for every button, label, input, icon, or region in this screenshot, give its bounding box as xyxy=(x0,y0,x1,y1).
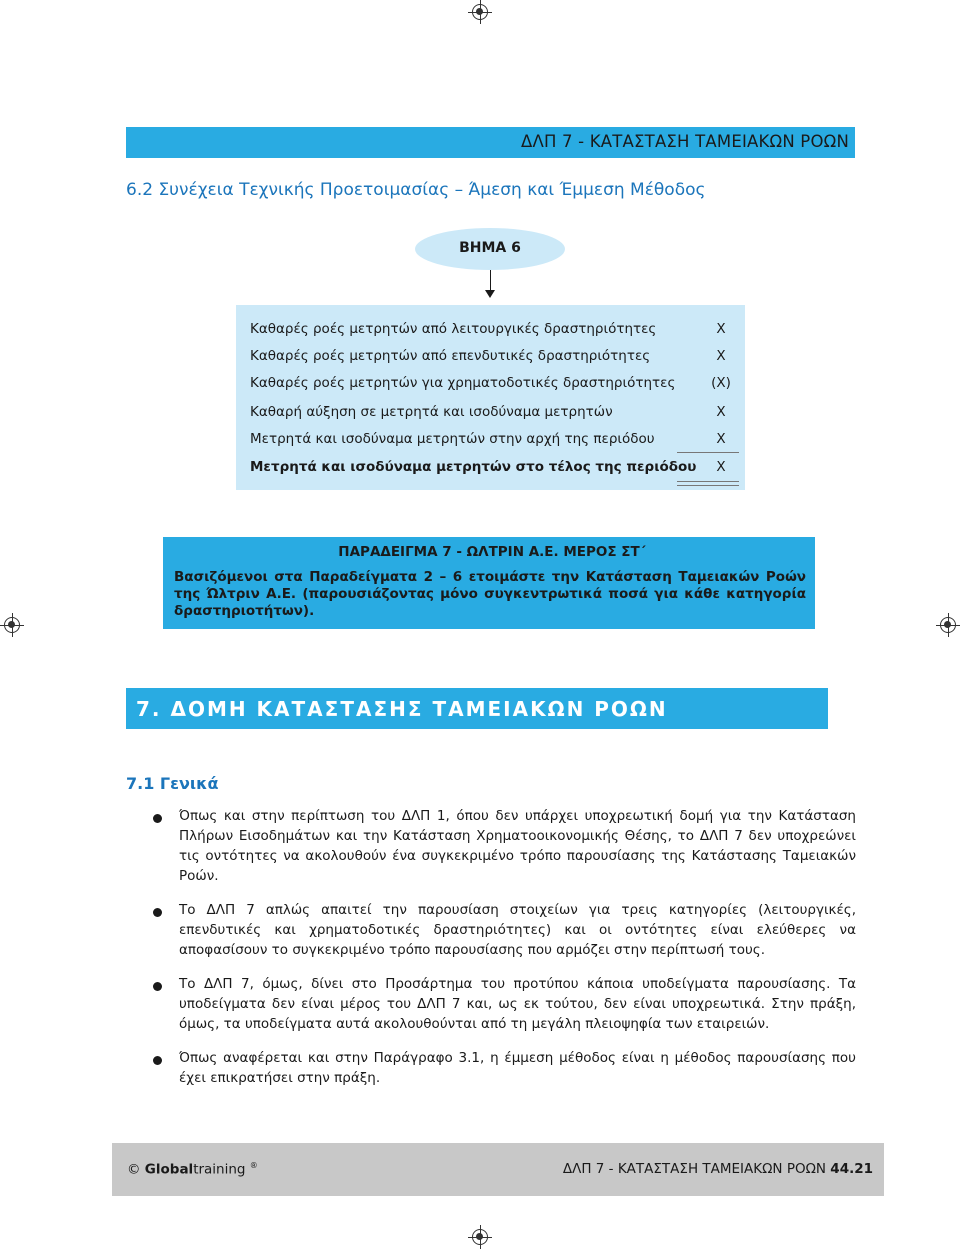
bullet-icon xyxy=(153,814,162,823)
row-value: Χ xyxy=(716,348,726,364)
cash-flow-row xyxy=(250,431,740,453)
step-label: ΒΗΜΑ 6 xyxy=(459,240,521,256)
subsection-7-1-title: 7.1 Γενικά xyxy=(126,774,219,793)
total-double-rule xyxy=(677,481,739,486)
list-item xyxy=(150,900,856,960)
brand-bold: Global xyxy=(144,1161,194,1178)
row-value: Χ xyxy=(716,459,726,475)
footer-title: ΔΛΠ 7 - ΚΑΤΑΣΤΑΣΗ ΤΑΜΕΙΑΚΩΝ ΡΟΩΝ xyxy=(562,1161,826,1177)
footer-brand xyxy=(127,1161,258,1178)
example-title: ΠΑΡΑΔΕΙΓΜΑ 7 - ΩΛΤΡΙΝ Α.Ε. ΜΕΡΟΣ ΣΤ΄ xyxy=(338,544,646,560)
registration-mark-top-icon xyxy=(472,4,488,20)
row-value: Χ xyxy=(716,404,726,420)
row-label: Καθαρές ροές μετρητών από επενδυτικές δραστηριότητες xyxy=(250,348,651,364)
row-label: Μετρητά και ισοδύναμα μετρητών στην αρχή της περιόδου xyxy=(250,431,655,447)
bullet-text: Όπως αναφέρεται και στην Παράγραφο 3.1, η έμμεση μέθοδος είναι η μέθοδος παρουσίασης που έχει επικρατήσει στην πράξη. xyxy=(179,1050,856,1086)
row-value: Χ xyxy=(716,321,726,337)
row-value: (Χ) xyxy=(711,375,731,391)
registration-mark-right-icon xyxy=(940,617,956,633)
header-bar xyxy=(126,127,855,158)
example-box xyxy=(163,537,815,629)
row-value: Χ xyxy=(716,431,726,447)
section-7-title: 7. ΔΟΜΗ ΚΑΤΑΣΤΑΣΗΣ ΤΑΜΕΙΑΚΩΝ ΡΟΩΝ xyxy=(136,697,668,721)
row-label: Μετρητά και ισοδύναμα μετρητών στο τέλος της περιόδου xyxy=(250,459,697,475)
example-text: Βασιζόμενοι στα Παραδείγματα 2 – 6 ετοιμάστε την Κατάσταση Ταμειακών Ροών της Ώλτριν Α.Ε. (παρουσιάζοντας μόνο συγκεντρωτικά ποσά για κάθε κατηγορία δραστηριοτήτων). xyxy=(174,569,806,619)
copyright-icon: © xyxy=(127,1161,141,1178)
step-oval xyxy=(415,228,565,270)
registration-mark-left-icon xyxy=(4,617,20,633)
cash-flow-row xyxy=(250,375,740,397)
bullet-list xyxy=(150,806,856,1088)
list-item xyxy=(150,974,856,1034)
bullet-icon xyxy=(153,908,162,917)
list-item xyxy=(150,1048,856,1088)
registered-icon: ® xyxy=(249,1161,258,1170)
header-title: ΔΛΠ 7 - ΚΑΤΑΣΤΑΣΗ ΤΑΜΕΙΑΚΩΝ ΡΟΩΝ xyxy=(521,132,849,151)
row-label: Καθαρή αύξηση σε μετρητά και ισοδύναμα μετρητών xyxy=(250,404,613,420)
bullet-icon xyxy=(153,982,162,991)
cash-flow-box xyxy=(236,305,745,490)
subtotal-rule xyxy=(677,452,739,453)
section-6-2-title: 6.2 Συνέχεια Τεχνικής Προετοιμασίας – Άμεση και Έμμεση Μέθοδος xyxy=(126,180,706,200)
bullet-text: Το ΔΛΠ 7 απλώς απαιτεί την παρουσίαση στοιχείων για τρεις κατηγορίες (λειτουργικές, επενδυτικές και χρηματοδοτικές δραστηριότητες) και οι οντότητες είναι ελεύθερες να αποφασίσουν το συγκεκριμένο τρόπο παρουσίασης που αρμόζει στην περίπτωσή τους. xyxy=(179,902,856,958)
arrow-down-icon xyxy=(485,290,495,298)
cash-flow-row-total xyxy=(250,459,740,481)
arrow-line xyxy=(490,270,491,292)
registration-mark-bottom-icon xyxy=(472,1229,488,1245)
cash-flow-row xyxy=(250,348,740,370)
cash-flow-row xyxy=(250,321,740,343)
footer-bar xyxy=(112,1143,884,1196)
list-item xyxy=(150,806,856,886)
cash-flow-row xyxy=(250,404,740,426)
bullet-text: Το ΔΛΠ 7, όμως, δίνει στο Προσάρτημα του προτύπου κάποια υποδείγματα παρουσίασης. Τα υποδείγματα δεν είναι μέρος του ΔΛΠ 7 και, ως εκ τούτου, δεν είναι υποχρεωτικά. Στην πράξη, όμως, τα υποδείγματα αυτά ακολουθούνται από τη μεγάλη πλειοψηφία των εταιρειών. xyxy=(179,976,856,1032)
row-label: Καθαρές ροές μετρητών από λειτουργικές δραστηριότητες xyxy=(250,321,657,337)
footer-running-title xyxy=(563,1161,873,1177)
section-7-bar xyxy=(126,688,828,729)
brand-rest: training xyxy=(193,1161,246,1178)
page-number: 44.21 xyxy=(830,1161,873,1177)
bullet-icon xyxy=(153,1056,162,1065)
bullet-text: Όπως και στην περίπτωση του ΔΛΠ 1, όπου δεν υπάρχει υποχρεωτική δομή για την Κατάσταση Πλήρων Εισοδημάτων και την Κατάσταση Χρηματοοικονομικής Θέσης, το ΔΛΠ 7 δεν υποχρεώνει τις οντότητες να ακολουθούν ένα συγκεκριμένο τρόπο παρουσίασης της Κατάστασης Ταμειακών Ροών. xyxy=(179,808,856,884)
row-label: Καθαρές ροές μετρητών για χρηματοδοτικές δραστηριότητες xyxy=(250,375,676,391)
